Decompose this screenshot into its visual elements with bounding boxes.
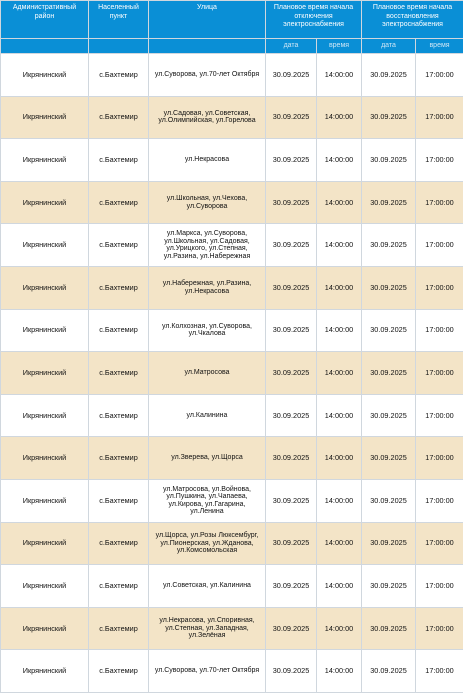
table-row — [1, 479, 463, 522]
table-row — [1, 224, 463, 267]
cell-settlement: с.Бахтемир — [89, 522, 149, 565]
cell-on-time: 17:00:00 — [416, 54, 463, 97]
cell-on-time: 17:00:00 — [416, 96, 463, 139]
cell-off-time: 14:00:00 — [317, 607, 362, 650]
cell-on-date: 30.09.2025 — [362, 266, 416, 309]
cell-on-date: 30.09.2025 — [362, 224, 416, 267]
subheader-off-time: время — [317, 39, 362, 54]
cell-settlement: с.Бахтемир — [89, 479, 149, 522]
cell-street: ул.Матросова — [149, 352, 266, 395]
cell-settlement: с.Бахтемир — [89, 181, 149, 224]
cell-on-time: 17:00:00 — [416, 650, 463, 693]
cell-off-time: 14:00:00 — [317, 266, 362, 309]
cell-region: Икрянинский — [1, 607, 89, 650]
cell-on-date: 30.09.2025 — [362, 139, 416, 182]
cell-off-time: 14:00:00 — [317, 479, 362, 522]
cell-on-time: 17:00:00 — [416, 139, 463, 182]
cell-region: Икрянинский — [1, 352, 89, 395]
header-region: Административный район — [1, 1, 89, 39]
cell-off-date: 30.09.2025 — [266, 139, 317, 182]
cell-on-date: 30.09.2025 — [362, 650, 416, 693]
cell-settlement: с.Бахтемир — [89, 650, 149, 693]
table-row — [1, 650, 463, 693]
cell-off-time: 14:00:00 — [317, 139, 362, 182]
cell-settlement: с.Бахтемир — [89, 565, 149, 608]
table-row — [1, 565, 463, 608]
cell-settlement: с.Бахтемир — [89, 54, 149, 97]
cell-street: ул.Школьная, ул.Чехова, ул.Суворова — [149, 181, 266, 224]
cell-settlement: с.Бахтемир — [89, 607, 149, 650]
header-street: Улица — [149, 1, 266, 39]
cell-street: ул.Матросова, ул.Войнова, ул.Пушкина, ул.Чапаева, ул.Кирова, ул.Гагарина, ул.Ленина — [149, 479, 266, 522]
cell-street: ул.Щорса, ул.Розы Люксембург, ул.Пионерская, ул.Жданова, ул.Комсомольская — [149, 522, 266, 565]
cell-street: ул.Некрасова, ул.Споривная, ул.Степная, ул.Западная, ул.Зелёная — [149, 607, 266, 650]
cell-off-time: 14:00:00 — [317, 224, 362, 267]
subheader-empty — [89, 39, 149, 54]
subheader-empty — [1, 39, 89, 54]
cell-off-time: 14:00:00 — [317, 54, 362, 97]
cell-on-date: 30.09.2025 — [362, 352, 416, 395]
cell-on-time: 17:00:00 — [416, 266, 463, 309]
cell-settlement: с.Бахтемир — [89, 266, 149, 309]
table-row — [1, 607, 463, 650]
cell-on-date: 30.09.2025 — [362, 96, 416, 139]
header-settlement: Населенный пункт — [89, 1, 149, 39]
cell-off-date: 30.09.2025 — [266, 54, 317, 97]
table-row — [1, 437, 463, 480]
table-header-row — [1, 1, 463, 39]
cell-off-date: 30.09.2025 — [266, 479, 317, 522]
cell-on-date: 30.09.2025 — [362, 479, 416, 522]
cell-settlement: с.Бахтемир — [89, 394, 149, 437]
cell-on-time: 17:00:00 — [416, 437, 463, 480]
cell-on-date: 30.09.2025 — [362, 309, 416, 352]
cell-region: Икрянинский — [1, 96, 89, 139]
cell-region: Икрянинский — [1, 565, 89, 608]
cell-off-time: 14:00:00 — [317, 96, 362, 139]
cell-on-time: 17:00:00 — [416, 224, 463, 267]
cell-off-date: 30.09.2025 — [266, 352, 317, 395]
cell-region: Икрянинский — [1, 437, 89, 480]
cell-off-date: 30.09.2025 — [266, 394, 317, 437]
table-row — [1, 394, 463, 437]
cell-on-time: 17:00:00 — [416, 565, 463, 608]
table-row — [1, 522, 463, 565]
table-row — [1, 54, 463, 97]
subheader-off-date: дата — [266, 39, 317, 54]
cell-on-time: 17:00:00 — [416, 607, 463, 650]
subheader-on-time: время — [416, 39, 463, 54]
cell-street: ул.Калинина — [149, 394, 266, 437]
cell-settlement: с.Бахтемир — [89, 139, 149, 182]
cell-on-date: 30.09.2025 — [362, 54, 416, 97]
cell-off-time: 14:00:00 — [317, 437, 362, 480]
cell-on-time: 17:00:00 — [416, 181, 463, 224]
cell-on-date: 30.09.2025 — [362, 437, 416, 480]
cell-region: Икрянинский — [1, 181, 89, 224]
cell-settlement: с.Бахтемир — [89, 96, 149, 139]
cell-off-date: 30.09.2025 — [266, 607, 317, 650]
cell-on-time: 17:00:00 — [416, 479, 463, 522]
cell-region: Икрянинский — [1, 522, 89, 565]
cell-off-date: 30.09.2025 — [266, 437, 317, 480]
cell-off-time: 14:00:00 — [317, 394, 362, 437]
cell-off-date: 30.09.2025 — [266, 96, 317, 139]
cell-region: Икрянинский — [1, 650, 89, 693]
cell-settlement: с.Бахтемир — [89, 224, 149, 267]
cell-on-time: 17:00:00 — [416, 309, 463, 352]
header-restore-start: Плановое время начала восстановления электроснабжения — [362, 1, 463, 39]
cell-off-date: 30.09.2025 — [266, 224, 317, 267]
cell-on-date: 30.09.2025 — [362, 607, 416, 650]
cell-street: ул.Суворова, ул.70-лет Октября — [149, 650, 266, 693]
cell-region: Икрянинский — [1, 54, 89, 97]
table-row — [1, 352, 463, 395]
cell-off-date: 30.09.2025 — [266, 522, 317, 565]
table-row — [1, 266, 463, 309]
cell-settlement: с.Бахтемир — [89, 309, 149, 352]
cell-off-date: 30.09.2025 — [266, 565, 317, 608]
cell-off-time: 14:00:00 — [317, 181, 362, 224]
cell-region: Икрянинский — [1, 224, 89, 267]
table-row — [1, 139, 463, 182]
cell-on-time: 17:00:00 — [416, 522, 463, 565]
subheader-on-date: дата — [362, 39, 416, 54]
subheader-empty — [149, 39, 266, 54]
cell-street: ул.Садовая, ул.Советская, ул.Олимпийская, ул.Горелова — [149, 96, 266, 139]
cell-off-date: 30.09.2025 — [266, 266, 317, 309]
cell-settlement: с.Бахтемир — [89, 437, 149, 480]
cell-region: Икрянинский — [1, 266, 89, 309]
table-body — [1, 54, 463, 693]
cell-region: Икрянинский — [1, 139, 89, 182]
cell-street: ул.Набережная, ул.Разина, ул.Некрасова — [149, 266, 266, 309]
table-row — [1, 309, 463, 352]
cell-street: ул.Колхозная, ул.Суворова, ул.Чкалова — [149, 309, 266, 352]
cell-settlement: с.Бахтемир — [89, 352, 149, 395]
cell-off-time: 14:00:00 — [317, 352, 362, 395]
cell-region: Икрянинский — [1, 394, 89, 437]
cell-off-time: 14:00:00 — [317, 522, 362, 565]
cell-on-date: 30.09.2025 — [362, 522, 416, 565]
table-row — [1, 181, 463, 224]
cell-off-time: 14:00:00 — [317, 309, 362, 352]
header-outage-start: Плановое время начала отключения электроснабжения — [266, 1, 362, 39]
cell-off-date: 30.09.2025 — [266, 181, 317, 224]
table-row — [1, 96, 463, 139]
cell-region: Икрянинский — [1, 479, 89, 522]
cell-street: ул.Советская, ул.Калинина — [149, 565, 266, 608]
cell-street: ул.Суворова, ул.70-лет Октября — [149, 54, 266, 97]
cell-on-date: 30.09.2025 — [362, 394, 416, 437]
cell-off-time: 14:00:00 — [317, 565, 362, 608]
cell-on-date: 30.09.2025 — [362, 181, 416, 224]
cell-region: Икрянинский — [1, 309, 89, 352]
cell-off-time: 14:00:00 — [317, 650, 362, 693]
cell-street: ул.Зверева, ул.Щорса — [149, 437, 266, 480]
cell-street: ул.Маркса, ул.Суворова, ул.Школьная, ул.Садовая, ул.Урицкого, ул.Степная, ул.Разина, ул.Набережная — [149, 224, 266, 267]
cell-on-time: 17:00:00 — [416, 394, 463, 437]
cell-off-date: 30.09.2025 — [266, 309, 317, 352]
cell-street: ул.Некрасова — [149, 139, 266, 182]
cell-on-time: 17:00:00 — [416, 352, 463, 395]
table-subheader-row — [1, 39, 463, 54]
cell-on-date: 30.09.2025 — [362, 565, 416, 608]
cell-off-date: 30.09.2025 — [266, 650, 317, 693]
